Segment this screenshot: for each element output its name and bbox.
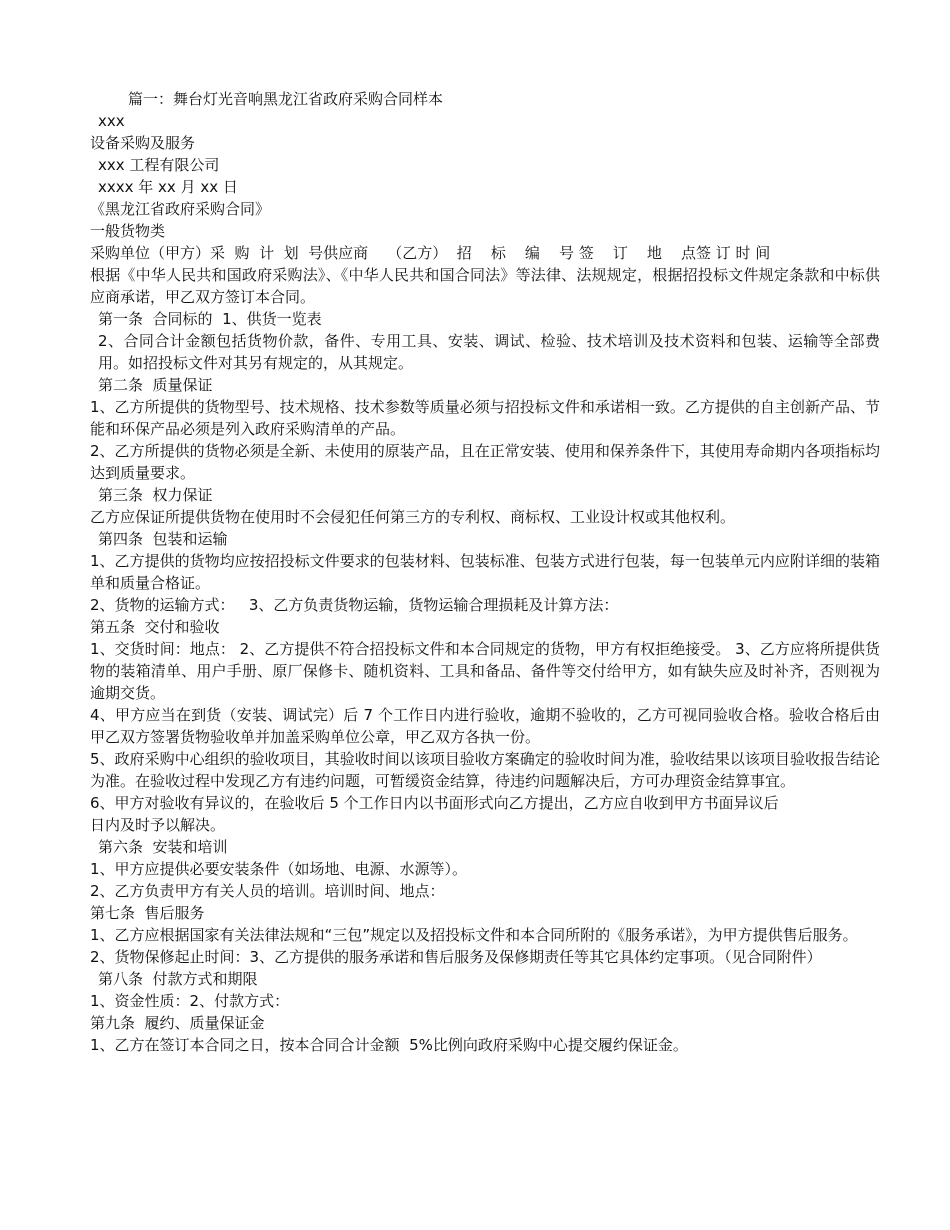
article-7-paragraph-1: 1、乙方应根据国家有关法律法规和“三包”规定以及招投标文件和本合同所附的《服务承诺》，为甲方提供售后服务。 <box>90 926 858 944</box>
article-4-paragraph-2: 2、货物的运输方式： 3、乙方负责货物运输，货物运输合理损耗及计算方法： <box>90 596 619 614</box>
goods-type: 一般货物类 <box>90 222 166 240</box>
article-9-paragraph-1: 1、乙方在签订本合同之日，按本合同合计金额 5%比例向政府采购中心提交履约保证金。 <box>90 1036 688 1054</box>
article-5-paragraph-4: 4、甲方应当在到货（安装、调试完）后 7 个工作日内进行验收，逾期不验收的，乙方可视同验收合格。验收合格后由甲乙双方签署货物验收单并加盖采购单位公章，甲乙双方各执一份。 <box>90 706 880 746</box>
article-5-paragraph-6b: 日内及时予以解决。 <box>90 816 226 834</box>
article-6-paragraph-1: 1、甲方应提供必要安装条件（如场地、电源、水源等）。 <box>90 860 468 878</box>
intro-paragraph: 根据《中华人民共和国政府采购法》、《中华人民共和国合同法》等法律、法规规定，根据招投标文件规定条款和中标供应商承诺，甲乙双方签订本合同。 <box>90 266 880 306</box>
article-3-paragraph-1: 乙方应保证所提供货物在使用时不会侵犯任何第三方的专利权、商标权、工业设计权或其他权利。 <box>90 508 736 526</box>
contract-name: 《黑龙江省政府采购合同》 <box>90 200 271 218</box>
article-2-paragraph-2: 2、乙方所提供的货物必须是全新、未使用的原装产品，且在正常安装、使用和保养条件下，其使用寿命期内各项指标均达到质量要求。 <box>90 442 880 482</box>
cover-date: xxxx 年 xx 月 xx 日 <box>98 178 238 196</box>
doc-title: 篇一：舞台灯光音响黑龙江省政府采购合同样本 <box>128 90 444 108</box>
article-7-heading: 第七条 售后服务 <box>90 904 205 922</box>
article-5-heading: 第五条 交付和验收 <box>90 618 220 636</box>
article-1-paragraph-2: 2、合同合计金额包括货物价款，备件、专用工具、安装、调试、检验、技术培训及技术资料和包装、运输等全部费用。如招投标文件对其另有规定的，从其规定。 <box>98 332 880 372</box>
document-body <box>90 88 880 1056</box>
article-6-heading: 第六条 安装和培训 <box>98 838 228 856</box>
article-1-heading: 第一条 合同标的 1、供货一览表 <box>98 310 322 328</box>
article-2-paragraph-1: 1、乙方所提供的货物型号、技术规格、技术参数等质量必须与招投标文件和承诺相一致。乙方提供的自主创新产品、节能和环保产品必须是列入政府采购清单的产品。 <box>90 398 880 438</box>
article-8-heading: 第八条 付款方式和期限 <box>98 970 258 988</box>
cover-xxx: xxx <box>98 112 125 130</box>
article-8-paragraph-1: 1、资金性质：2、付款方式： <box>90 992 290 1010</box>
article-4-paragraph-1: 1、乙方提供的货物均应按招投标文件要求的包装材料、包装标准、包装方式进行包装，每一包装单元内应附详细的装箱单和质量合格证。 <box>90 552 880 592</box>
article-5-paragraph-5: 5、政府采购中心组织的验收项目，其验收时间以该项目验收方案确定的验收时间为准，验收结果以该项目验收报告结论为准。在验收过程中发现乙方有违约问题，可暂缓资金结算，待违约问题解决后，方可办理资金结算事宜。 <box>90 750 880 790</box>
article-3-heading: 第三条 权力保证 <box>98 486 213 504</box>
article-6-paragraph-2: 2、乙方负责甲方有关人员的培训。培训时间、地点： <box>90 882 445 900</box>
cover-subject: 设备采购及服务 <box>90 134 196 152</box>
article-9-heading: 第九条 履约、质量保证金 <box>90 1014 265 1032</box>
article-5-paragraph-1: 1、交货时间：地点： 2、乙方提供不符合招投标文件和本合同规定的货物，甲方有权拒绝接受。 3、乙方应将所提供货物的装箱清单、用户手册、原厂保修卡、随机资料、工具和备品、备件等交付给甲方，如有缺失应及时补齐，否则视为逾期交货。 <box>90 640 880 702</box>
article-4-heading: 第四条 包装和运输 <box>98 530 228 548</box>
article-5-paragraph-6a: 6、甲方对验收有异议的，在验收后 5 个工作日内以书面形式向乙方提出，乙方应自收到甲方书面异议后 <box>90 794 779 812</box>
article-2-heading: 第二条 质量保证 <box>98 376 213 394</box>
cover-company: xxx 工程有限公司 <box>98 156 220 174</box>
article-7-paragraph-2: 2、货物保修起止时间：3、乙方提供的服务承诺和售后服务及保修期责任等其它具体约定事项。（见合同附件） <box>90 948 822 966</box>
parties-line: 采购单位（甲方）采 购 计 划 号供应商 （乙方） 招 标 编 号 签 订 地 点签 订 时 间 <box>90 244 771 262</box>
